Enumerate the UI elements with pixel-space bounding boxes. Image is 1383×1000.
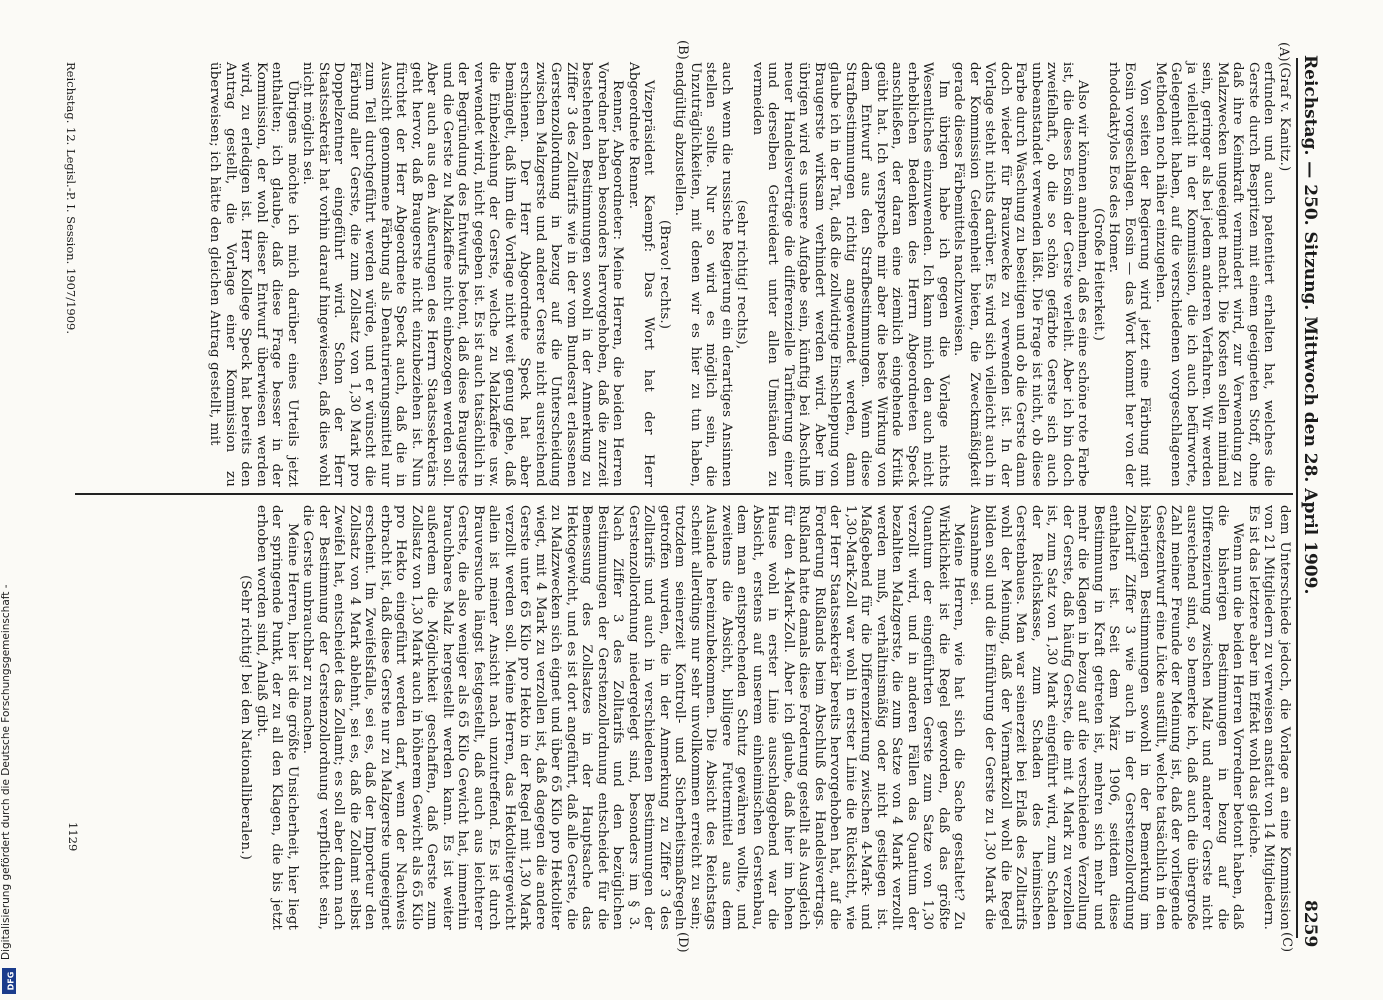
footer-page-number: 1129 [66,822,80,852]
speaker-label: (Graf v. Kanitz.) [1277,62,1292,172]
column-separator [75,493,1293,495]
digitization-note: Digitalisierung gefördert durch die Deutsche Forschungsgemeinschaft - [0,584,12,960]
paragraph: Vizepräsident Kaempf: Das Wort hat der Herr Abgeordnete Renner. [626,62,657,487]
paragraph: dem Unterschiede jedoch, die Vorlage an eine Kommission von 21 Mitgliedern zu verweisen anstatt von 14 Mitgliedern. Es ist das letztere aber im Effekt wohl das gleiche. [1246,505,1292,930]
header-rule [1296,58,1298,938]
interjection: (sehr richtig! rechts), [734,199,750,350]
margin-marker-b: (B) [675,40,690,60]
interjection: (Große Heiterkeit.) [1091,207,1106,342]
page-header [1300,55,1320,955]
left-column [207,62,1292,487]
paragraph: Renner, Abgeordneter: Meine Herren, die beiden Herren Vorredner haben besonders hervorgehoben, daß die zurzeit bestehenden Bestimmungen sowohl in der Anmerkung zu Ziffer 3 des Zolltarifs wie in der vom Bundesrat erlassenen Gerstenzollordnung in bezug auf die Unterscheidung zwischen Malzgerste und anderer Gerste nicht ausreichend erschienen. Der Herr Abgeordnete Speck hat aber bemängelt, daß ihm die Vorlage nicht weit genug gehe, daß die Einbeziehung der Gerste, welche zu Malzkaffee usw. verwendet wird, nicht gegeben ist. Es ist auch tatsächlich in der Begründung des Entwurfs betont, daß diese Braugerste und die Gerste zu Malzkaffee nicht einbezogen werden soll. Aber auch aus den Äußerungen des Herrn Staatssekretärs geht hervor, daß Braugerste nicht einzubeziehen ist. Nun fürchtet der Herr Abgeordnete Speck auch, daß die in Aussicht genommene Färbung als Denaturierungsmittel nur zum Teil durchgeführt werden würde, und er wünscht die Färbung aller Gerste, die zum Zollsatz von 1,30 Mark pro Doppelzentner eingeführt wird. Schon der Herr Staatssekretär hat vorhin darauf hingewiesen, daß dies wohl nicht möglich sei. [300,62,626,487]
margin-marker-d: (D) [675,932,690,953]
page-number: 8259 [1300,900,1320,948]
paragraph: Wenn nun die beiden Herren Vorredner betont haben, daß die bisherigen Bestimmungen in bezug auf die Differenzierung zwischen Malz und anderer Gerste nicht ausreichend sind, so bemerke ich, daß auch die übergroße Zahl meiner Freunde der Meinung ist, daß der vorliegende Gesetzentwurf eine Lücke ausfüllt, welche tatsächlich in den bisherigen Bestimmungen sowohl in der Bemerkung im Zolltarif Ziffer 3 wie auch in der Gerstenzollordnung enthalten ist. Seit dem März 1906, seitdem diese Bestimmung in Kraft getreten ist, mehren sich mehr und mehr die Klagen in bezug auf die verschiedene Verzollung der Gerste, daß häufig Gerste, die mit 4 Mark zu verzollen ist, zum Satz von 1,30 Mark eingeführt wird, zum Schaden der Reichskasse, zum Schaden des heimischen Gerstenbaues. Man war seinerzeit bei Erlaß des Zolltarifs wohl der Meinung, daß der Viermarkzoll wohl die Regel bilden soll und die Einführung der Gerste zu 1,30 Mark die Ausnahme sei. [967,505,1246,930]
dfg-logo: DFG [2,968,16,994]
paragraph: Also wir können annehmen, daß es eine schöne rote Farbe ist, die dieses Eosin der Gerste verleiht. Aber ich bin doch zweifelhaft, ob die so schön gefärbte Gerste sich auch unbeanstandet verwenden läßt. Die Frage ist nicht, ob diese Farbe durch Waschung zu beseitigen und ob die Gerste dann doch wieder für Brauzwecke zu verwenden ist. In der Vorlage steht nichts darüber. Es wird sich vielleicht auch in der Kommission Gelegenheit bieten, die Zweckmäßigkeit gerade dieses Färbemittels nachzuweisen. [951,62,1091,487]
header-title: Reichstag. — 250. Sitzung. Mittwoch den 28. April 1909. [1300,55,1320,595]
margin-marker-a: (A) [1276,42,1291,62]
right-column [238,505,1292,930]
margin-marker-c: (C) [1279,932,1294,953]
paragraph: Übrigens möchte ich mich darüber eines Urteils jetzt enthalten; ich glaube, daß diese Frage besser in der Kommission, der wohl dieser Entwurf überwiesen werden wird, zu erledigen ist. Herr Kollege Speck hat bereits den Antrag gestellt, die Vorlage einer Kommission zu überweisen; ich hätte den gleichen Antrag gestellt, mit [207,62,300,487]
interjection: (Sehr richtig! bei den Nationalliberalen.) [238,574,254,861]
paragraph: erfunden und auch patentiert erhalten hat, welches die Gerste durch Bespritzen mit einem geeigneten Stoff, ohne daß ihre Keimkraft vermindert wird, zur Verwendung zu Malzzwecken ungeeignet macht. Die Kosten sollen minimal sein, geringer als bei jedem anderen Verfahren. Wir werden ja vielleicht in der Kommission, die ich auch befürworte, Gelegenheit haben, auf die verschiedenen vorgeschlagenen Methoden noch näher einzugehen. [1153,62,1277,487]
paragraph: Im übrigen habe ich gegen die Vorlage nichts Wesentliches einzuwenden. Ich kann mich den auch nicht erheblichen Bedenken des Herrn Abgeordneten Speck anschließen, der daran eine ziemlich eingehende Kritik geübt hat. Ich verspreche mir aber die beste Wirkung von dem Entwurf aus den Strafbestimmungen. Wenn diese Strafbestimmungen richtig angewendet werden, dann glaube ich in der Tat, daß die zollwidrige Einschleppung von Braugerste wirksam verhindert werden wird. Aber im übrigen wird es unsere Aufgabe sein, künftig bei Abschluß neuer Handelsverträge die differenzielle Tarifierung einer und derselben Getreideart unter allen Umständen zu vermeiden [750,62,951,487]
paragraph: Von seiten der Regierung wird jetzt eine Färbung mit Eosin vorgeschlagen. Eosin — das Wort kommt her von der rhododaktylos Eos des Homer. [1106,62,1153,487]
paragraph: auch wenn die russische Regierung ein derartiges Ansinnen stellen sollte. Nur so wird es möglich sein, die Unzuträglichkeiten, mit denen wir es hier zu tun haben, endgültig abzustellen. [672,62,734,487]
paragraph: Meine Herren, hier ist die größte Unsicherheit, hier liegt der springende Punkt, der zu all den Klagen, die bis jetzt erhoben worden sind, Anlaß gibt. [254,505,300,930]
interjection: (Bravo! rechts.) [657,219,672,330]
paragraph: Meine Herren, wie hat sich die Sache gestaltet? Zu Wirklichkeit ist die Regel geworden, daß das größte Quantum der eingeführten Gerste zum Satze von 1,30 verzollt wird, und in anderen Fällen das Quantum der bezahlten Malzgerste, die zum Satze von 4 Mark verzollt werden muß, verhältnismäßig oder nicht gestiegen ist. Maßgebend für die Differenzierung zwischen 4-Mark- und 1,30-Mark-Zoll war wohl in erster Linie die Rücksicht, wie der Herr Staatssekretär bereits hervorgehoben hat, auf die Forderung Rußlands beim Abschluß des Handelsvertrags. Rußland hatte damals diese Forderung gestellt als Ausgleich für den 4-Mark-Zoll. Aber ich glaube, daß hier im hohen Hause wohl in erster Linie ausschlaggebend war die Absicht, erstens auf unserem einheimischen Gerstenbau, dem man entsprechenden Schutz gewähren wollte, und zweitens die Absicht, billigere Futtermittel aus dem Auslande hereinzubekommen. Die Absicht des Reichstags scheint allerdings nur sehr unvollkommen erreicht zu sein; trotzdem seinerzeit Kontroll- und Sicherheitsmaßregeln getroffen wurden, die in der Anmerkung zu Ziffer 3 des Zolltarifs und auch in verschiedenen Bestimmungen der Gerstenzollordnung niedergelegt sind, besonders im § 3. Nach Ziffer 3 des Zolltarifs und den bezüglichen Bestimmungen der Gerstenzollordnung entscheidet für die Bemessung des Zollsatzes in der Hauptsache das Hektogewicht, und es ist dort angeführt, daß alle Gerste, die zu Malzzwecken sich eignet und über 65 Kilo pro Hektoliter wiegt, mit 4 Mark zu verzollen ist, daß dagegen die andere Gerste unter 65 Kilo pro Hekto in der Regel mit 1,30 Mark verzollt werden soll. Meine Herren, das Hektolitergewicht allein ist meiner Ansicht nach unzutreffend. Es ist durch Brauversuche längst festgestellt, daß auch aus leichterer Gerste, die also weniger als 65 Kilo Gewicht hat, immerhin brauchbares Malz hergestellt werden kann. Es ist weiter außerdem die Möglichkeit geschaffen, daß Gerste zum Zollsatz von 1,30 Mark auch in höherem Gewicht als 65 Kilo pro Hekto eingeführt werden darf, wenn der Nachweis erbracht ist, daß diese Gerste nur zu Malzgerste ungeeignet erscheint. Im Zweifelsfalle, sei es, daß der Importeur den Zollsatz von 4 Mark ablehnt, sei es, daß die Zollamt selbst Zweifel hat, entscheidet das Zollamt; es soll aber dann nach der Bestimmung der Gerstenzollordnung verpflichtet sein, die Gerste unbrauchbar zu machen. [300,505,967,930]
footer-left: Reichstag. 12. Legisl.-P. I. Session. 1907/1909. [64,62,78,335]
